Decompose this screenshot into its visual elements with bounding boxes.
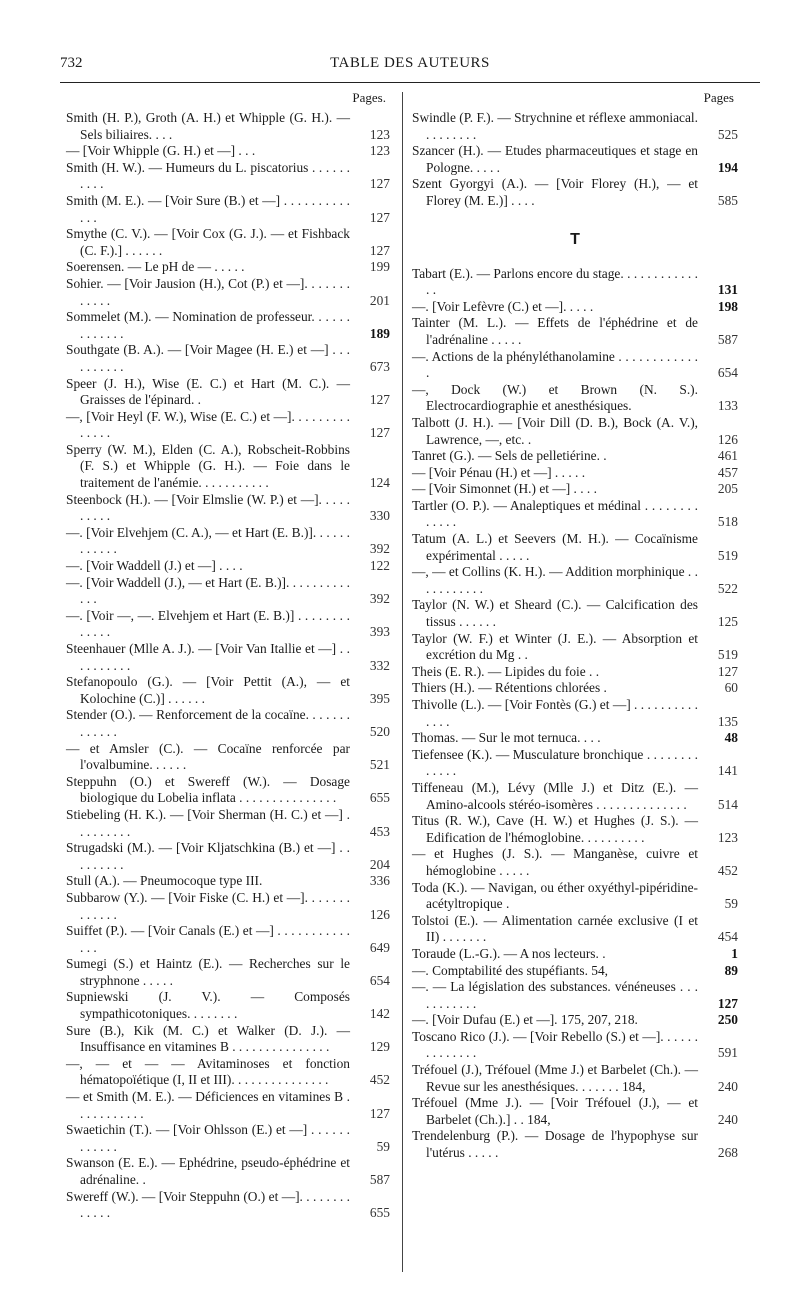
entry-text: Tiffeneau (M.), Lévy (Mlle J.) et Ditz (E.). — Amino-alcools stéréo-isomères . . . . . . . . . . . . . .: [412, 779, 698, 812]
entry-page-number: 392: [369, 591, 390, 607]
entry-text: Suiffet (P.). — [Voir Canals (E.) et —] . . . . . . . . . . . . . .: [66, 923, 350, 955]
index-entry: [66, 342, 390, 375]
entry-text: Sommelet (M.). — Nomination de professeur. . . . . . . . . . . . .: [66, 309, 350, 341]
entry-page-number: 125: [717, 614, 738, 630]
entry-text: Smith (M. E.). — [Voir Sure (B.) et —] . . . . . . . . . . . . .: [66, 192, 350, 225]
entry-page-number: 126: [717, 431, 738, 447]
entry-page-number: 48: [724, 730, 738, 746]
index-entry: [66, 376, 390, 409]
index-entry: [66, 309, 390, 342]
entry-text: Smith (H. W.). — Humeurs du L. piscatorius . . . . . . . . . .: [66, 159, 350, 192]
index-entry: [412, 110, 738, 143]
index-entry: [66, 840, 390, 873]
entry-text: Supniewski (J. V.). — Composés sympathicotoniques. . . . . . . .: [66, 989, 350, 1022]
column-divider: [402, 92, 403, 1272]
index-entry: [412, 1128, 738, 1161]
index-entry: [412, 780, 738, 813]
index-entry: [412, 564, 738, 597]
page-header: [60, 55, 760, 79]
entry-page-number: 521: [369, 757, 390, 773]
index-entry: [412, 448, 738, 465]
entry-page-number: 59: [724, 896, 738, 912]
entry-text: —. [Voir Dufau (E.) et —]. 175, 207, 218.: [412, 1012, 638, 1028]
index-entry: [412, 979, 738, 1012]
entry-text: Swaetichin (T.). — [Voir Ohlsson (E.) et —] . . . . . . . . . . . .: [66, 1122, 350, 1154]
entry-text: Szancer (H.). — Etudes pharmaceutiques et stage en Pologne. . . . .: [412, 143, 698, 175]
entry-text: Talbott (J. H.). — [Voir Dill (D. B.), Bock (A. V.), Lawrence, —, etc. .: [412, 414, 698, 447]
index-entry: [66, 608, 390, 641]
index-entry: [412, 1095, 738, 1128]
index-entry: [412, 597, 738, 630]
index-entry: [412, 1012, 738, 1029]
entry-text: Swereff (W.). — [Voir Steppuhn (O.) et —]. . . . . . . . . . . . .: [66, 1188, 350, 1221]
entry-text: Tartler (O. P.). — Analeptiques et médinal . . . . . . . . . . . . .: [412, 497, 698, 530]
entry-text: Steenhauer (Mlle A. J.). — [Voir Van Itallie et —] . . . . . . . . . .: [66, 641, 350, 673]
index-entries-left: [66, 110, 390, 1222]
entry-page-number: 127: [369, 242, 390, 258]
entry-page-number: 514: [717, 796, 738, 812]
index-entry: [66, 641, 390, 674]
index-entry: [412, 1062, 738, 1095]
index-entry: [412, 846, 738, 879]
index-entry: [66, 276, 390, 309]
entry-text: Tainter (M. L.). — Effets de l'éphédrine et de l'adrénaline . . . . .: [412, 315, 698, 347]
entry-page-number: 199: [369, 259, 390, 275]
entry-text: Stull (A.). — Pneumocoque type III.: [66, 873, 263, 889]
entry-text: Tolstoi (E.). — Alimentation carnée exclusive (I et II) . . . . . . .: [412, 912, 698, 945]
entry-text: Tanret (G.). — Sels de pelletiérine. .: [412, 448, 607, 464]
entry-page-number: 587: [369, 1172, 390, 1187]
index-entries-s: [412, 110, 738, 210]
index-entry: [412, 498, 738, 531]
index-entry: [412, 1029, 738, 1062]
entry-page-number: 240: [717, 1078, 738, 1094]
entry-page-number: 142: [369, 1006, 390, 1022]
entry-text: Smith (H. P.), Groth (A. H.) et Whipple (G. H.). — Sels biliaires. . . .: [66, 110, 350, 142]
entry-page-number: 591: [717, 1045, 738, 1061]
index-entry: [66, 259, 390, 276]
pages-label: Pages.: [352, 90, 386, 105]
entry-page-number: 124: [369, 475, 390, 491]
entry-text: —, — et Collins (K. H.). — Addition morphinique . . . . . . . . . . .: [412, 564, 698, 596]
entry-text: Smythe (C. V.). — [Voir Cox (G. J.). — et Fishback (C. F.).] . . . . . .: [66, 226, 350, 258]
index-entry: [66, 1189, 390, 1222]
index-entry: [66, 923, 390, 956]
entry-page-number: 123: [369, 126, 390, 142]
entry-text: —. [Voir Waddell (J.), — et Hart (E. B.)]. . . . . . . . . . . . .: [66, 574, 350, 607]
index-entry: [412, 631, 738, 664]
index-entry: [412, 664, 738, 681]
entry-page-number: 655: [369, 790, 390, 806]
entry-text: Tréfouel (J.), Tréfouel (Mme J.) et Barbelet (Ch.). — Revue sur les anesthésiques. . . . . . . 184,: [412, 1062, 698, 1094]
entry-text: Thiers (H.). — Rétentions chlorées .: [412, 680, 607, 696]
entry-page-number: 198: [717, 298, 738, 314]
entry-page-number: 453: [369, 823, 390, 839]
entry-text: Titus (R. W.), Cave (H. W.) et Hughes (J. S.). — Edification de l'hémoglobine. . . . . . . . . .: [412, 813, 698, 845]
index-entry: [66, 774, 390, 807]
entry-text: Sure (B.), Kik (M. C.) et Walker (D. J.). — Insuffisance en vitamines B . . . . . . . . . . . . . . .: [66, 1022, 350, 1055]
entry-text: Steppuhn (O.) et Swereff (W.). — Dosage biologique du Lobelia inflata . . . . . . . . . . . . . . .: [66, 773, 350, 806]
entry-page-number: 654: [717, 365, 738, 381]
entry-page-number: 587: [717, 331, 738, 347]
entry-page-number: 452: [369, 1072, 390, 1088]
index-entry: [66, 558, 390, 575]
entry-page-number: 452: [717, 862, 738, 878]
index-entry: [66, 807, 390, 840]
index-entry: [66, 525, 390, 558]
entry-page-number: 127: [717, 995, 738, 1011]
entry-text: —, [Voir Heyl (F. W.), Wise (E. C.) et —]. . . . . . . . . . . . . .: [66, 408, 350, 441]
index-entry: [412, 143, 738, 176]
entry-page-number: 393: [369, 624, 390, 640]
entry-page-number: 654: [369, 972, 390, 988]
entry-text: Soerensen. — Le pH de — . . . . .: [66, 259, 245, 275]
entry-text: Steenbock (H.). — [Voir Elmslie (W. P.) et —]. . . . . . . . . .: [66, 491, 350, 524]
entry-page-number: 525: [717, 126, 738, 142]
entry-page-number: 127: [369, 1105, 390, 1121]
entry-text: Swanson (E. E.). — Ephédrine, pseudo-éphédrine et adrénaline. .: [66, 1155, 350, 1187]
entry-page-number: 332: [369, 657, 390, 673]
index-entry: [412, 680, 738, 697]
index-entry: [66, 956, 390, 989]
entry-page-number: 336: [369, 873, 390, 889]
entry-text: —. [Voir —, —. Elvehjem et Hart (E. B.)] . . . . . . . . . . . . .: [66, 607, 350, 640]
entry-page-number: 59: [376, 1138, 390, 1154]
entry-text: Taylor (N. W.) et Sheard (C.). — Calcification des tissus . . . . . .: [412, 597, 698, 630]
entry-text: —, — et — — Avitaminoses et fonction hématopoïétique (I, II et III). . . . . . . . . . . . . . .: [66, 1055, 350, 1088]
index-entry: [66, 160, 390, 193]
index-entry: [412, 481, 738, 498]
index-entry: [412, 747, 738, 780]
entry-text: — et Amsler (C.). — Cocaïne renforcée par l'ovalbumine. . . . . .: [66, 740, 350, 773]
entry-text: Swindle (P. F.). — Strychnine et réflexe ammoniacal. . . . . . . . .: [412, 110, 698, 142]
entry-text: — et Hughes (J. S.). — Manganèse, cuivre et hémoglobine . . . . .: [412, 846, 698, 878]
entry-text: —. Comptabilité des stupéfiants. 54,: [412, 962, 609, 978]
entry-text: Toraude (L.-G.). — A nos lecteurs. .: [412, 945, 606, 961]
entry-page-number: 1: [731, 945, 738, 961]
entry-text: Toscano Rico (J.). — [Voir Rebello (S.) et —]. . . . . . . . . . . . . .: [412, 1028, 698, 1061]
entry-page-number: 519: [717, 647, 738, 663]
index-entry: [412, 913, 738, 946]
index-entry: [66, 492, 390, 525]
index-entry: [66, 890, 390, 923]
section-letter: T: [570, 230, 580, 248]
entry-text: Thomas. — Sur le mot ternuca. . . .: [412, 730, 601, 746]
entry-page-number: 585: [717, 192, 738, 208]
entry-text: Toda (K.). — Navigan, ou éther oxyéthyl-pipéridine-acétyltropique .: [412, 879, 698, 912]
entry-text: Tréfouel (Mme J.). — [Voir Tréfouel (J.), — et Barbelet (Ch.).] . . 184,: [412, 1095, 698, 1127]
left-column: [66, 90, 390, 1222]
entry-text: — [Voir Pénau (H.) et —] . . . . .: [412, 464, 586, 480]
index-entry: [66, 989, 390, 1022]
entry-page-number: 123: [369, 143, 390, 159]
index-entry: [66, 409, 390, 442]
index-entry: [412, 465, 738, 482]
entry-page-number: 522: [717, 580, 738, 596]
entry-text: Sperry (W. M.), Elden (C. A.), Robscheit-Robbins (F. S.) et Whipple (G. H.). — Foie dans le traitement de l'anémie. . . . . . . . . . .: [66, 441, 350, 491]
entry-page-number: 673: [369, 358, 390, 374]
entry-page-number: 201: [369, 292, 390, 308]
entry-text: Southgate (B. A.). — [Voir Magee (H. E.) et —] . . . . . . . . . .: [66, 342, 350, 374]
entry-text: — [Voir Whipple (G. H.) et —] . . .: [66, 143, 256, 159]
index-entry: [66, 1155, 390, 1188]
index-entry: [66, 442, 390, 492]
entry-page-number: 461: [717, 448, 738, 464]
entry-text: Tiefensee (K.). — Musculature bronchique . . . . . . . . . . . . .: [412, 746, 698, 779]
entry-text: —. [Voir Elvehjem (C. A.), — et Hart (E. B.)]. . . . . . . . . . . .: [66, 524, 350, 557]
entry-text: Tabart (E.). — Parlons encore du stage. . . . . . . . . . . . . .: [412, 265, 698, 298]
index-entry: [412, 349, 738, 382]
entry-page-number: 133: [717, 398, 738, 414]
index-entry: [412, 176, 738, 209]
index-entries-t: [412, 266, 738, 1162]
entry-page-number: 189: [369, 325, 390, 341]
index-entry: [412, 315, 738, 348]
index-entry: [412, 963, 738, 980]
entry-text: —. [Voir Lefèvre (C.) et —]. . . . .: [412, 298, 594, 314]
entry-text: Sumegi (S.) et Haintz (E.). — Recherches sur le stryphnone . . . . .: [66, 956, 350, 988]
entry-page-number: 240: [717, 1111, 738, 1127]
index-entry: [66, 1122, 390, 1155]
entry-text: —. Actions de la phényléthanolamine . . . . . . . . . . . . .: [412, 348, 698, 381]
right-column: [412, 90, 738, 1162]
entry-text: Szent Gyorgyi (A.). — [Voir Florey (H.), — et Florey (M. E.)] . . . .: [412, 176, 698, 208]
entry-text: Taylor (W. F.) et Winter (J. E.). — Absorption et excrétion du Mg . .: [412, 630, 698, 663]
entry-page-number: 194: [717, 159, 738, 175]
entry-page-number: 204: [369, 856, 390, 872]
index-entry: [66, 707, 390, 740]
header-rule: [60, 82, 760, 83]
entry-page-number: 127: [717, 663, 738, 679]
index-entry: [412, 382, 738, 415]
entry-text: Sohier. — [Voir Jausion (H.), Cot (P.) et —]. . . . . . . . . . . .: [66, 275, 350, 308]
index-entry: [66, 143, 390, 160]
entry-page-number: 129: [369, 1039, 390, 1055]
entry-text: Strugadski (M.). — [Voir Kljatschkina (B.) et —] . . . . . . . . .: [66, 840, 350, 872]
entry-text: Stiebeling (H. K.). — [Voir Sherman (H. C.) et —] . . . . . . . . .: [66, 806, 350, 839]
entry-text: Thivolle (L.). — [Voir Fontès (G.) et —] . . . . . . . . . . . . . .: [412, 697, 698, 729]
entry-page-number: 457: [717, 464, 738, 480]
entry-page-number: 123: [717, 829, 738, 845]
index-entry: [66, 110, 390, 143]
entry-page-number: 518: [717, 514, 738, 530]
index-entry: [66, 575, 390, 608]
entry-page-number: 655: [369, 1205, 390, 1221]
entry-page-number: 330: [369, 508, 390, 524]
index-entry: [412, 531, 738, 564]
entry-page-number: 649: [369, 939, 390, 955]
entry-page-number: 454: [717, 929, 738, 945]
entry-page-number: 127: [369, 392, 390, 408]
entry-page-number: 126: [369, 906, 390, 922]
entry-page-number: 205: [717, 481, 738, 497]
entry-text: —. — La législation des substances. vénéneuses . . . . . . . . . . .: [412, 979, 698, 1011]
page-title: TABLE DES AUTEURS: [330, 55, 490, 71]
index-entry: [66, 1056, 390, 1089]
entry-page-number: 122: [369, 558, 390, 574]
entry-page-number: 127: [369, 425, 390, 441]
entry-text: —. [Voir Waddell (J.) et —] . . . .: [66, 558, 243, 574]
index-entry: [66, 873, 390, 890]
index-entry: [412, 697, 738, 730]
entry-text: Stender (O.). — Renforcement de la cocaïne. . . . . . . . . . . . .: [66, 707, 350, 739]
index-entry: [66, 193, 390, 226]
index-entry: [412, 266, 738, 299]
entry-page-number: 141: [717, 763, 738, 779]
index-entry: [412, 415, 738, 448]
entry-page-number: 395: [369, 690, 390, 706]
index-entry: [66, 1089, 390, 1122]
entry-text: Stefanopoulo (G.). — [Voir Pettit (A.), — et Kolochine (C.)] . . . . . .: [66, 674, 350, 706]
index-entry: [412, 730, 738, 747]
index-entry: [412, 946, 738, 963]
entry-text: —, Dock (W.) et Brown (N. S.). Electrocardiographie et anesthésiques.: [412, 381, 698, 414]
entry-page-number: 268: [717, 1145, 738, 1161]
entry-page-number: 519: [717, 547, 738, 563]
index-entry: [412, 880, 738, 913]
index-entry: [412, 813, 738, 846]
entry-page-number: 127: [369, 176, 390, 192]
entry-text: — et Smith (M. E.). — Déficiences en vitamines B . . . . . . . . . . .: [66, 1089, 350, 1121]
entry-page-number: 135: [717, 713, 738, 729]
index-entry: [66, 674, 390, 707]
entry-text: — [Voir Simonnet (H.) et —] . . . .: [412, 481, 597, 497]
entry-page-number: 89: [724, 962, 738, 978]
index-entry: [66, 226, 390, 259]
index-entry: [66, 1023, 390, 1056]
entry-page-number: 250: [717, 1012, 738, 1028]
entry-page-number: 392: [369, 541, 390, 557]
pages-label: Pages: [703, 90, 734, 105]
entry-page-number: 127: [369, 209, 390, 225]
entry-page-number: 60: [724, 680, 738, 696]
page-number: 732: [60, 55, 83, 71]
index-entry: [66, 741, 390, 774]
entry-page-number: 520: [369, 723, 390, 739]
entry-text: Trendelenburg (P.). — Dosage de l'hypophyse sur l'utérus . . . . .: [412, 1128, 698, 1161]
entry-text: Tatum (A. L.) et Seevers (M. H.). — Cocaïnisme expérimental . . . . .: [412, 531, 698, 563]
entry-text: Theis (E. R.). — Lipides du foie . .: [412, 663, 600, 679]
entry-text: Subbarow (Y.). — [Voir Fiske (C. H.) et —]. . . . . . . . . . . . .: [66, 889, 350, 922]
entry-page-number: 131: [717, 282, 738, 298]
entry-text: Speer (J. H.), Wise (E. C.) et Hart (M. C.). — Graisses de l'épinard. .: [66, 375, 350, 408]
index-entry: [412, 299, 738, 316]
